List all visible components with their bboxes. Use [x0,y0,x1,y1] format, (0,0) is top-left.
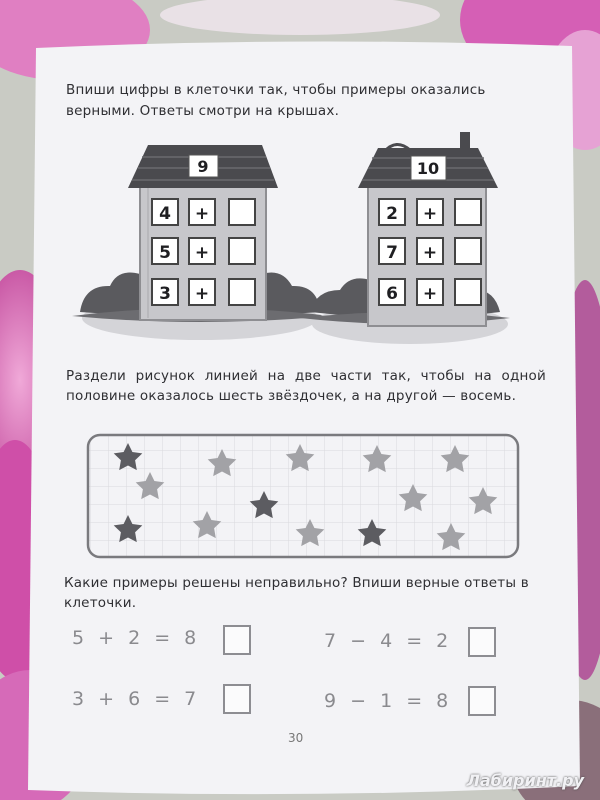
window-operator: + [422,284,438,304]
answer-box[interactable] [223,625,251,655]
answer-box[interactable] [223,684,251,714]
window-digit: 6 [386,284,398,304]
window-operator: + [194,284,210,304]
window-digit: 5 [159,243,171,263]
window-digit: 7 [386,243,398,263]
equation: 3 + 6 = 7 [72,688,201,710]
window-operator: + [194,243,210,263]
window-operator: + [422,243,438,263]
window-digit: 4 [159,204,171,224]
task-3-instructions: Какие примеры решены неправильно? Впиши верные ответы в клеточки. [64,575,529,611]
equation: 9 − 1 = 8 [324,690,453,712]
task-1-instructions: Впиши цифры в клеточки так, чтобы примеры оказались верными. Ответы смотри на крышах. [66,82,486,119]
equation: 5 + 2 = 8 [72,627,201,649]
answer-box[interactable] [468,686,496,716]
window-operator: + [194,204,210,224]
window-digit: 2 [386,204,398,224]
task-2-instructions: Раздели рисунок линией на две части так, чтобы на одной половине оказалось шесть звёздочек, а на другой — восемь. [66,368,546,404]
window-operator: + [422,204,438,224]
workbook-page [28,41,580,794]
watermark: Лабиринт.ру [466,771,584,790]
page-number: 30 [288,731,304,745]
window-digit: 3 [159,284,171,304]
roof-number-left: 9 [197,157,209,176]
answer-box[interactable] [468,627,496,657]
equation: 7 − 4 = 2 [324,630,453,652]
roof-number-right: 10 [416,159,440,178]
